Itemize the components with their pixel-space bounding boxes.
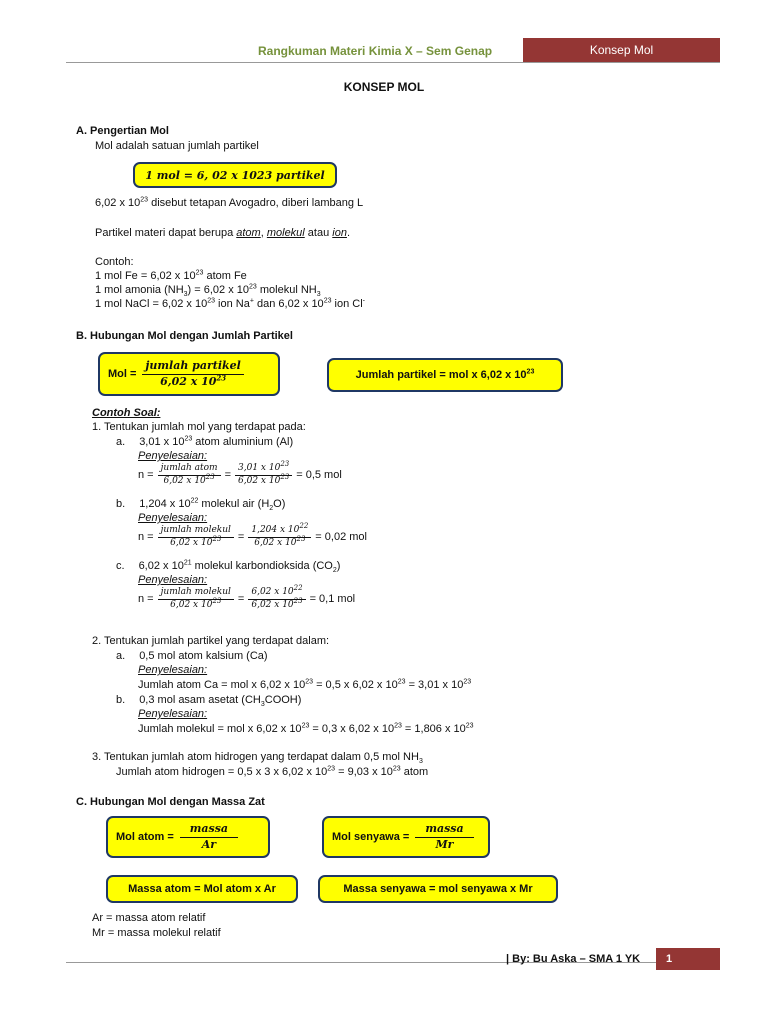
solution-label-1a: Penyelesaian: [138,450,208,462]
atom-mass-formula: Massa atom = Mol atom x Ar [128,883,276,895]
solution-label-1b: Penyelesaian: [138,512,208,524]
solution-2a: Jumlah atom Ca = mol x 6,02 x $10^{23} = 0,5$ x 6,02 x $10^{23} = 3,01$ x $10^{23}$ [138,678,472,691]
example-label: Contoh: [95,256,134,268]
section-b-heading: B. Hubungan Mol dengan Jumlah Partikel [76,330,293,342]
page-number: 1 [656,948,720,970]
ar-definition: Ar = massa atom relatif [92,912,206,924]
avogadro-formula-box [133,162,337,188]
compound-mass-formula-box [318,875,558,903]
solution-label-1c: Penyelesaian: [138,574,208,586]
particle-types-text: Partikel materi dapat berupa atom, molekul atau ion. [95,227,351,239]
page-title: KONSEP MOL [343,80,425,94]
header-tag: Konsep Mol [523,38,720,62]
section-a-heading: A. Pengertian Mol [76,125,169,137]
avogadro-formula: 1 mol = 6, 02 x 1023 partikel [145,168,325,182]
question-1b: b. 1,204 x $10^{22}$ molekul air $(H_2O)$ [116,497,286,513]
header-title: Rangkuman Materi Kimia X – Sem Genap [258,44,493,58]
mol-particle-formula-box [98,352,280,396]
mol-atom-lhs: Mol atom = [116,831,174,843]
solution-1a: n = $\frac{\text{jumlah atom}}{6,02 x 10^{23}}$ = $\frac{3,01 x 10^{23}}{6,02 x 10^{23}}$ = 0,5 mol [138,460,342,486]
question-1: 1. Tentukan jumlah mol yang terdapat pada: [92,421,306,433]
compound-mass-formula: Massa senyawa = mol senyawa x Mr [343,883,533,895]
solution-label-2a: Penyelesaian: [138,664,208,676]
mol-definition: Mol adalah satuan jumlah partikel [95,140,259,152]
mol-compound-formula-box: Mol senyawa = $\frac{\text{massa}}{Mr}$ [322,816,490,858]
solution-label-2b: Penyelesaian: [138,708,208,720]
question-1c: c. 6,02 x $10^{21}$ molekul karbondioksida $(CO_2)$ [116,559,341,575]
avogadro-constant-text: 6,02 x $10^{23}$ disebut tetapan Avogadro, diberi lambang L [95,196,364,209]
header-divider [66,62,720,63]
section-c-heading: C. Hubungan Mol dengan Massa Zat [76,796,265,808]
particle-count-formula: Jumlah partikel = mol x 6,02 x $10^{23}$ [355,368,535,381]
question-2: 2. Tentukan jumlah partikel yang terdapat dalam: [92,635,330,647]
mol-atom-formula-box: Mol atom = $\frac{\text{massa}}{Ar}$ [106,816,270,858]
question-2a: a. 0,5 mol atom kalsium (Ca) [116,650,268,662]
example-problems-heading: Contoh Soal: [92,407,161,419]
particle-count-formula-box [327,358,563,392]
atom-mass-formula-box [106,875,298,903]
mr-definition: Mr = massa molekul relatif [92,927,221,939]
solution-1b: n = $\frac{\text{jumlah molekul}}{6,02 x 10^{23}}$ = $\frac{1,204 x 10^{22}}{6,02 x 10^{23}}$ = 0,02 mol [138,522,367,548]
solution-3: Jumlah atom hidrogen = 0,5 x 3 x 6,02 x $10^{23} = 9,03$ x $10^{23}$ atom [116,765,429,778]
solution-2b: Jumlah molekul = mol x 6,02 x $10^{23} = 0,3$ x 6,02 x $10^{23} = 1,806$ x $10^{23}$ [138,722,474,735]
example-nacl: 1 mol NaCl = 6,02 x $10^{23}$ ion Na+ dan 6,02 x $10^{23}$ ion Cl- [95,297,366,310]
question-1a: a. 3,01 x $10^{23}$ atom aluminium (Al) [116,435,294,448]
example-ammonia: 1 mol amonia $(NH_3) = 6,02$ x $10^{23}$ molekul $NH_3$ [95,283,321,299]
formula-lhs: Mol = [108,368,137,380]
footer-author: | By: Bu Aska – SMA 1 YK [506,953,641,965]
formula-fraction: $\frac{\text{jumlah partikel}}{6,02 x 10^{23}}$ [142,360,243,387]
question-2b: b. 0,3 mol asam asetat $(CH_3COOH)$ [116,694,302,709]
example-fe: 1 mol Fe = 6,02 x $10^{23}$ atom Fe [95,269,247,282]
question-3: 3. Tentukan jumlah atom hidrogen yang terdapat dalam 0,5 mol $NH_3$ [92,751,423,766]
solution-1c: n = $\frac{\text{jumlah molekul}}{6,02 x 10^{23}}$ = $\frac{6,02 x 10^{22}}{6,02 x 10^{23}}$ = 0,1 mol [138,584,356,610]
mol-compound-lhs: Mol senyawa = [332,831,410,843]
